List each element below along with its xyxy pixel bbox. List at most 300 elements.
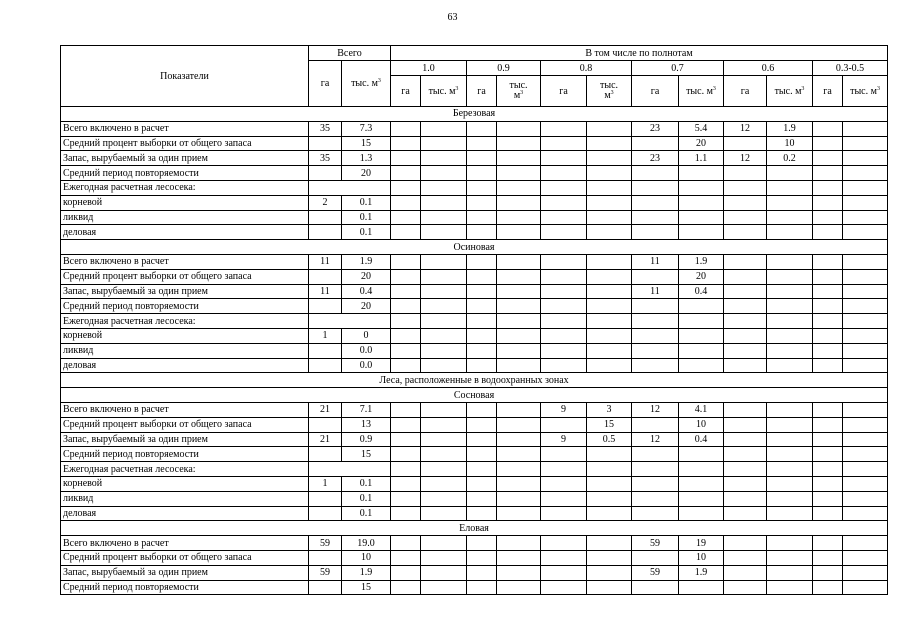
table-cell xyxy=(767,225,813,240)
table-cell xyxy=(587,358,632,373)
table-cell xyxy=(724,225,767,240)
table-cell xyxy=(467,121,497,136)
table-cell xyxy=(813,417,843,432)
table-cell xyxy=(541,180,587,195)
table-cell xyxy=(724,254,767,269)
table-cell: 12 xyxy=(632,432,679,447)
section-title: Осиновая xyxy=(61,240,888,255)
table-cell xyxy=(309,580,342,595)
table-cell: 0.1 xyxy=(342,506,391,521)
ha-header: га xyxy=(813,76,843,107)
table-cell xyxy=(587,254,632,269)
table-cell: 0.0 xyxy=(342,343,391,358)
table-cell xyxy=(767,314,813,329)
table-cell xyxy=(467,284,497,299)
table-cell xyxy=(391,550,421,565)
table-cell xyxy=(467,299,497,314)
table-cell xyxy=(421,136,467,151)
row-label: деловая xyxy=(61,506,309,521)
table-cell: 20 xyxy=(679,136,724,151)
unit-superscript: 3 xyxy=(377,78,381,84)
table-cell xyxy=(467,580,497,595)
table-cell: 1.1 xyxy=(679,151,724,166)
table-cell xyxy=(541,210,587,225)
table-cell: 35 xyxy=(309,121,342,136)
table-cell xyxy=(724,195,767,210)
row-label: Средний процент выборки от общего запаса xyxy=(61,417,309,432)
table-row xyxy=(61,166,888,181)
table-cell xyxy=(541,328,587,343)
table-cell xyxy=(391,328,421,343)
table-cell xyxy=(813,136,843,151)
table-cell xyxy=(497,565,541,580)
table-cell xyxy=(767,166,813,181)
section-row xyxy=(61,373,888,388)
table-cell xyxy=(391,343,421,358)
table-cell xyxy=(632,550,679,565)
table-cell xyxy=(587,136,632,151)
section-row xyxy=(61,240,888,255)
volume-header xyxy=(843,76,888,107)
table-cell xyxy=(843,225,888,240)
table-row xyxy=(61,506,888,521)
table-cell xyxy=(467,225,497,240)
table-cell xyxy=(843,299,888,314)
table-cell xyxy=(497,476,541,491)
table-cell xyxy=(497,343,541,358)
table-cell xyxy=(541,151,587,166)
table-cell xyxy=(843,358,888,373)
table-cell xyxy=(309,210,342,225)
table-row xyxy=(61,121,888,136)
table-cell xyxy=(767,402,813,417)
table-cell xyxy=(843,166,888,181)
table-cell xyxy=(767,506,813,521)
table-cell xyxy=(587,210,632,225)
table-cell: 0 xyxy=(342,328,391,343)
table-cell xyxy=(843,536,888,551)
table-cell xyxy=(497,536,541,551)
table-cell xyxy=(467,328,497,343)
row-label: ликвид xyxy=(61,210,309,225)
table-cell xyxy=(421,417,467,432)
volume-header xyxy=(421,76,467,107)
table-cell xyxy=(767,417,813,432)
table-cell xyxy=(767,491,813,506)
table-row xyxy=(61,536,888,551)
table-cell xyxy=(587,151,632,166)
table-cell: 15 xyxy=(342,136,391,151)
row-label: Средний процент выборки от общего запаса xyxy=(61,136,309,151)
table-cell: 10 xyxy=(767,136,813,151)
table-cell xyxy=(632,476,679,491)
unit-label: тыс. м xyxy=(428,85,456,97)
table-row xyxy=(61,432,888,447)
volume-header xyxy=(679,76,724,107)
table-cell xyxy=(813,343,843,358)
table-cell xyxy=(724,269,767,284)
unit-superscript: 3 xyxy=(610,90,614,96)
table-cell xyxy=(497,269,541,284)
table-cell xyxy=(679,580,724,595)
row-label: Ежегодная расчетная лесосека: xyxy=(61,314,309,329)
table-cell xyxy=(632,506,679,521)
table-cell xyxy=(421,580,467,595)
table-cell xyxy=(497,550,541,565)
table-cell xyxy=(587,180,632,195)
table-cell xyxy=(467,269,497,284)
table-cell xyxy=(421,536,467,551)
table-cell xyxy=(391,462,421,477)
table-row xyxy=(61,314,888,329)
table-cell xyxy=(391,121,421,136)
row-label: Средний период повторяемости xyxy=(61,299,309,314)
table-cell xyxy=(467,550,497,565)
table-cell xyxy=(724,402,767,417)
table-cell xyxy=(632,447,679,462)
unit-superscript: 3 xyxy=(520,90,524,96)
row-label: ликвид xyxy=(61,491,309,506)
table-cell xyxy=(421,550,467,565)
table-cell xyxy=(467,432,497,447)
section-title: Березовая xyxy=(61,107,888,122)
unit-label: тыс. м xyxy=(774,85,802,97)
row-label: Ежегодная расчетная лесосека: xyxy=(61,462,309,477)
table-cell: 1.3 xyxy=(342,151,391,166)
table-cell xyxy=(587,580,632,595)
table-cell xyxy=(541,536,587,551)
table-cell xyxy=(767,432,813,447)
table-cell xyxy=(587,328,632,343)
row-label: корневой xyxy=(61,195,309,210)
table-cell xyxy=(724,358,767,373)
table-cell xyxy=(767,550,813,565)
table-cell xyxy=(724,284,767,299)
section-row xyxy=(61,107,888,122)
unit-superscript: 3 xyxy=(455,85,459,92)
table-cell xyxy=(309,166,342,181)
table-cell xyxy=(391,284,421,299)
table-cell xyxy=(421,358,467,373)
table-cell xyxy=(813,195,843,210)
table-cell xyxy=(843,210,888,225)
table-cell: 20 xyxy=(342,269,391,284)
table-cell xyxy=(813,491,843,506)
unit-line2: м xyxy=(513,90,521,101)
table-cell xyxy=(632,358,679,373)
table-cell xyxy=(813,121,843,136)
page-number: 63 xyxy=(447,12,458,23)
table-cell xyxy=(541,506,587,521)
table-cell xyxy=(541,314,587,329)
table-cell: 10 xyxy=(679,550,724,565)
row-label: Всего включено в расчет xyxy=(61,402,309,417)
table-cell xyxy=(391,166,421,181)
table-cell xyxy=(843,121,888,136)
table-cell xyxy=(843,136,888,151)
table-cell xyxy=(541,195,587,210)
table-cell: 19.0 xyxy=(342,536,391,551)
table-cell xyxy=(587,476,632,491)
table-cell xyxy=(587,447,632,462)
table-cell xyxy=(421,225,467,240)
table-cell xyxy=(541,580,587,595)
table-cell xyxy=(421,299,467,314)
row-label: деловая xyxy=(61,225,309,240)
table-cell xyxy=(843,180,888,195)
table-cell xyxy=(497,358,541,373)
unit-line1: тыс. xyxy=(599,80,619,91)
table-row xyxy=(61,195,888,210)
table-cell xyxy=(497,166,541,181)
table-cell xyxy=(497,314,541,329)
table-cell xyxy=(421,269,467,284)
table-cell xyxy=(421,166,467,181)
table-cell xyxy=(632,136,679,151)
table-body xyxy=(61,107,888,595)
table-cell xyxy=(632,269,679,284)
table-cell xyxy=(679,225,724,240)
table-cell xyxy=(467,343,497,358)
table-cell xyxy=(541,136,587,151)
table-cell xyxy=(679,210,724,225)
table-cell xyxy=(679,299,724,314)
table-cell xyxy=(587,225,632,240)
table-cell xyxy=(767,254,813,269)
table-cell xyxy=(421,284,467,299)
table-cell xyxy=(467,166,497,181)
table-cell xyxy=(767,195,813,210)
table-cell xyxy=(843,476,888,491)
table-cell xyxy=(497,447,541,462)
table-cell: 2 xyxy=(309,195,342,210)
table-cell xyxy=(467,254,497,269)
table-cell: 21 xyxy=(309,432,342,447)
table-cell: 15 xyxy=(342,447,391,462)
table-cell xyxy=(724,432,767,447)
table-cell xyxy=(679,195,724,210)
table-cell xyxy=(679,180,724,195)
table-cell: 0.0 xyxy=(342,358,391,373)
table-row xyxy=(61,254,888,269)
table-cell xyxy=(467,506,497,521)
table-cell xyxy=(813,210,843,225)
table-cell: 0.1 xyxy=(342,210,391,225)
table-cell: 1.9 xyxy=(342,254,391,269)
table-cell xyxy=(632,180,679,195)
table-cell xyxy=(391,269,421,284)
table-cell xyxy=(843,195,888,210)
table-row xyxy=(61,151,888,166)
table-cell xyxy=(467,358,497,373)
table-cell xyxy=(813,151,843,166)
table-row xyxy=(61,299,888,314)
row-label: Запас, вырубаемый за один прием xyxy=(61,151,309,166)
table-cell: 15 xyxy=(342,580,391,595)
table-cell xyxy=(767,328,813,343)
table-cell xyxy=(632,166,679,181)
table-cell: 1 xyxy=(309,476,342,491)
table-cell xyxy=(391,195,421,210)
table-cell xyxy=(843,254,888,269)
table-cell xyxy=(391,314,421,329)
table-cell xyxy=(632,462,679,477)
row-label: Всего включено в расчет xyxy=(61,121,309,136)
table-cell xyxy=(467,402,497,417)
table-cell: 13 xyxy=(342,417,391,432)
table-cell xyxy=(679,447,724,462)
table-row xyxy=(61,491,888,506)
table-cell xyxy=(843,580,888,595)
table-cell: 7.1 xyxy=(342,402,391,417)
table-cell xyxy=(724,299,767,314)
row-label: корневой xyxy=(61,476,309,491)
table-cell xyxy=(724,565,767,580)
row-label: Всего включено в расчет xyxy=(61,536,309,551)
table-cell xyxy=(767,343,813,358)
table-cell xyxy=(421,432,467,447)
table-cell xyxy=(497,580,541,595)
table-cell xyxy=(813,536,843,551)
density-header: 0.3-0.5 xyxy=(813,61,888,76)
table-cell xyxy=(309,462,391,477)
table-cell xyxy=(813,550,843,565)
table-cell xyxy=(724,476,767,491)
table-cell xyxy=(587,491,632,506)
row-label: Запас, вырубаемый за один прием xyxy=(61,565,309,580)
table-cell xyxy=(541,225,587,240)
table-cell xyxy=(497,151,541,166)
table-cell xyxy=(391,447,421,462)
table-cell: 12 xyxy=(632,402,679,417)
table-cell xyxy=(679,328,724,343)
table-cell xyxy=(843,565,888,580)
table-cell: 0.2 xyxy=(767,151,813,166)
table-cell xyxy=(813,166,843,181)
section-row xyxy=(61,521,888,536)
table-cell: 20 xyxy=(342,166,391,181)
table-cell xyxy=(391,476,421,491)
table-cell xyxy=(767,180,813,195)
volume-header xyxy=(497,76,541,107)
table-cell xyxy=(767,299,813,314)
table-cell xyxy=(679,506,724,521)
table-row xyxy=(61,417,888,432)
table-cell xyxy=(309,491,342,506)
ha-header: га xyxy=(467,76,497,107)
table-cell xyxy=(587,269,632,284)
section-row xyxy=(61,388,888,403)
table-cell xyxy=(587,121,632,136)
table-cell xyxy=(421,402,467,417)
table-cell xyxy=(813,254,843,269)
table-cell xyxy=(813,299,843,314)
section-title: Еловая xyxy=(61,521,888,536)
table-cell xyxy=(391,254,421,269)
table-row xyxy=(61,476,888,491)
table-cell xyxy=(813,462,843,477)
unit-label: тыс. м xyxy=(351,78,378,89)
table-cell xyxy=(421,180,467,195)
table-cell xyxy=(421,210,467,225)
table-cell xyxy=(541,565,587,580)
table-cell: 0.1 xyxy=(342,491,391,506)
table-cell xyxy=(679,491,724,506)
table-cell: 59 xyxy=(309,536,342,551)
table-cell xyxy=(467,462,497,477)
table-cell xyxy=(813,284,843,299)
table-cell xyxy=(421,121,467,136)
table-cell: 11 xyxy=(309,254,342,269)
table-cell xyxy=(767,580,813,595)
table-cell xyxy=(467,417,497,432)
table-cell xyxy=(843,550,888,565)
table-cell xyxy=(843,402,888,417)
table-cell xyxy=(843,314,888,329)
table-cell xyxy=(391,432,421,447)
table-cell xyxy=(843,151,888,166)
table-cell xyxy=(843,284,888,299)
table-row xyxy=(61,550,888,565)
table-cell xyxy=(679,166,724,181)
section-title: Леса, расположенные в водоохранных зонах xyxy=(61,373,888,388)
table-cell xyxy=(467,314,497,329)
table-cell xyxy=(309,343,342,358)
table-cell xyxy=(497,195,541,210)
table-cell xyxy=(632,314,679,329)
table-cell xyxy=(309,180,391,195)
table-cell xyxy=(679,358,724,373)
ha-header: га xyxy=(541,76,587,107)
table-cell xyxy=(391,506,421,521)
table-cell xyxy=(632,417,679,432)
row-label: деловая xyxy=(61,358,309,373)
table-cell xyxy=(813,328,843,343)
table-cell: 1.9 xyxy=(679,565,724,580)
table-cell xyxy=(421,343,467,358)
table-cell xyxy=(541,358,587,373)
table-row xyxy=(61,284,888,299)
table-cell xyxy=(421,447,467,462)
table-row xyxy=(61,358,888,373)
table-cell: 23 xyxy=(632,121,679,136)
table-cell xyxy=(587,462,632,477)
table-cell xyxy=(767,284,813,299)
density-header: 0.8 xyxy=(541,61,632,76)
total-header: Всего xyxy=(309,46,391,61)
ha-header: га xyxy=(724,76,767,107)
table-cell: 10 xyxy=(679,417,724,432)
table-cell xyxy=(724,417,767,432)
table-cell xyxy=(587,314,632,329)
table-cell xyxy=(587,299,632,314)
table-cell xyxy=(632,195,679,210)
table-cell xyxy=(391,536,421,551)
table-cell: 1 xyxy=(309,328,342,343)
row-label: Средний период повторяемости xyxy=(61,580,309,595)
table-cell: 9 xyxy=(541,402,587,417)
table-cell: 59 xyxy=(632,536,679,551)
table-cell xyxy=(541,269,587,284)
table-cell xyxy=(813,565,843,580)
table-cell xyxy=(587,343,632,358)
row-label: Запас, вырубаемый за один прием xyxy=(61,432,309,447)
table-cell: 15 xyxy=(587,417,632,432)
unit-superscript: 3 xyxy=(801,85,805,92)
table-cell: 1.9 xyxy=(342,565,391,580)
table-cell xyxy=(467,195,497,210)
table-row xyxy=(61,343,888,358)
